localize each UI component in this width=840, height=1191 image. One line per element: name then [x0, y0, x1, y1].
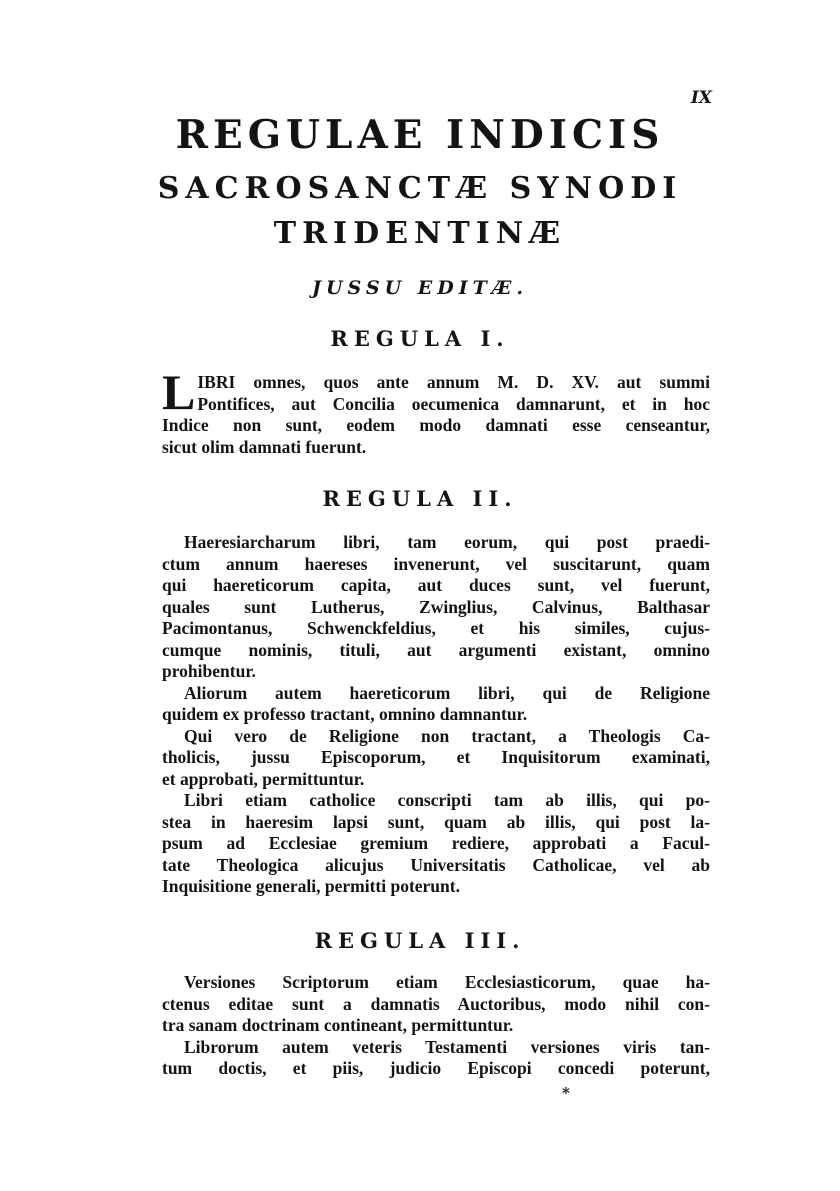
- regula-1-line: Indice non sunt, eodem modo damnati esse censeantur,: [162, 415, 710, 435]
- regula-3-line: Versiones Scriptorum etiam Ecclesiasticorum, quae ha-: [184, 972, 710, 992]
- regula-3-heading: REGULA III.: [314, 928, 526, 953]
- regula-2-line: tholicis, jussu Episcoporum, et Inquisitorum examinati,: [162, 747, 710, 767]
- regula-3-line: Librorum autem veteris Testamenti versiones viris tan-: [184, 1036, 710, 1057]
- regula-2-line: quidem ex professo tractant, omnino damnantur.: [162, 704, 528, 724]
- regula-1-line: Pontifices, aut Concilia oecumenica damnarunt, et in hoc: [197, 393, 710, 414]
- subtitle-line-1: SACROSANCTÆ SYNODI: [157, 171, 683, 206]
- signature-mark: *: [562, 1084, 570, 1102]
- regula-2-line: Qui vero de Religione non tractant, a Theologis Ca-: [184, 725, 710, 746]
- regula-2-line: Libri etiam catholice conscripti tam ab illis, qui po-: [184, 790, 710, 810]
- regula-3-line: ctenus editae sunt a damnatis Auctoribus, modo nihil con-: [162, 993, 710, 1014]
- regula-2-line: quales sunt Lutherus, Zwinglius, Calvinus, Balthasar: [162, 596, 710, 617]
- regula-3-line: tra sanam doctrinam contineant, permittuntur.: [162, 1015, 514, 1035]
- regula-2-heading: REGULA II.: [322, 486, 518, 511]
- regula-2-line: tate Theologica alicujus Universitatis Catholicae, vel ab: [162, 854, 710, 875]
- regula-1-text: [162, 364, 710, 458]
- regula-2-line: qui haereticorum capita, aut duces sunt, vel fuerunt,: [162, 575, 710, 595]
- regula-2-line: ctum annum haereses invenerunt, vel suscitarunt, quam: [162, 553, 710, 574]
- main-title: REGULAE INDICIS: [175, 112, 665, 158]
- subtitle-line-3: JUSSU EDITÆ.: [311, 277, 529, 299]
- regula-3-text: [162, 972, 710, 1080]
- regula-2-line: prohibentur.: [162, 661, 256, 681]
- regula-2-line: Inquisitione generali, permitti poterunt.: [162, 876, 460, 896]
- regula-2-line: et approbati, permittuntur.: [162, 768, 365, 789]
- regula-2-line: cumque nominis, tituli, aut argumenti existant, omnino: [162, 639, 710, 660]
- regula-1-line-text: omnes, quos ante annum M. D. XV. aut summi: [253, 372, 710, 392]
- regula-2-text: [162, 532, 710, 898]
- regula-2-line: stea in haeresim lapsi sunt, quam ab illis, qui post la-: [162, 811, 710, 832]
- page-number: IX: [690, 88, 712, 108]
- regula-2-line: Pacimontanus, Schwenckfeldius, et his similes, cujus-: [162, 618, 710, 638]
- regula-3-line: tum doctis, et piis, judicio Episcopi concedi poterunt,: [162, 1058, 710, 1078]
- regula-2-line: Haeresiarcharum libri, tam eorum, qui post praedi-: [184, 532, 710, 552]
- drop-cap: L: [162, 364, 196, 420]
- first-word-rest: IBRI: [197, 372, 236, 392]
- regula-2-line: Aliorum autem haereticorum libri, qui de Religione: [184, 682, 710, 703]
- regula-1-line: sicut olim damnati fuerunt.: [162, 436, 367, 457]
- regula-2-line: psum ad Ecclesiae gremium rediere, approbati a Facul-: [162, 833, 710, 853]
- regula-1-heading: REGULA I.: [330, 326, 510, 351]
- subtitle-line-2: TRIDENTINÆ: [273, 216, 567, 251]
